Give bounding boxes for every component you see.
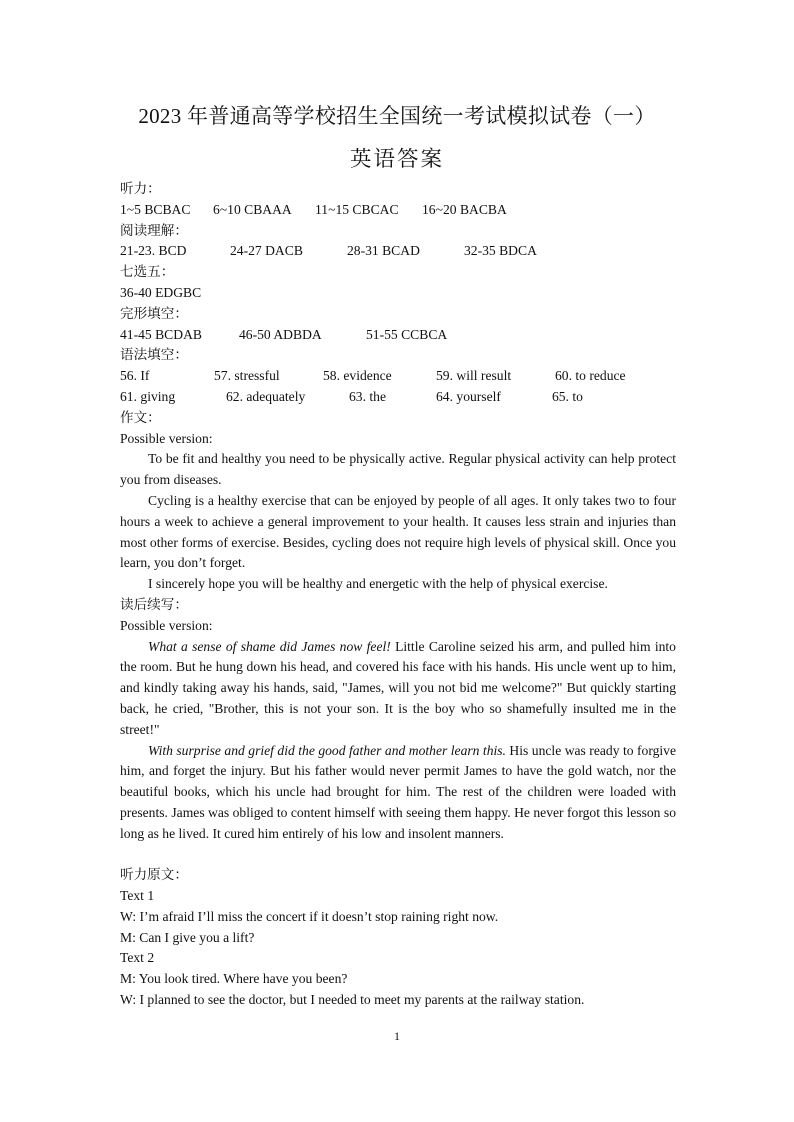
answer-group: 24-27 DACB <box>230 243 303 259</box>
writing-paragraph: Cycling is a healthy exercise that can be enjoyed by people of all ages. It only takes two to four hours a week to achieve a general improvement to your health. It causes less strain and injuries than most other forms of exercise. Besides, cycling does not require high levels of physical skill. Once you learn, you don’t forget. <box>120 492 676 571</box>
transcript-line: M: Can I give you a lift? <box>120 929 255 945</box>
answer-item: 61. giving <box>120 388 176 404</box>
cloze-answers <box>120 325 676 346</box>
answer-group: 41-45 BCDAB <box>120 326 202 342</box>
grammar-answers-row-2 <box>120 387 676 408</box>
listening-answers <box>120 200 676 221</box>
answer-content <box>120 179 676 1011</box>
answer-item: 60. to reduce <box>555 368 626 384</box>
answer-group: 46-50 ADBDA <box>239 326 322 342</box>
seven-choose-five-answers: 36-40 EDGBC <box>120 284 202 300</box>
continuation-heading: 读后续写： <box>120 596 188 612</box>
answer-item: 63. the <box>349 388 386 404</box>
reading-heading: 阅读理解： <box>120 222 188 238</box>
continuation-label: Possible version: <box>120 617 213 633</box>
transcript-line: W: I’m afraid I’ll miss the concert if it doesn’t stop raining right now. <box>120 908 499 924</box>
continuation-paragraph <box>120 741 676 845</box>
grammar-answers-row-1 <box>120 366 676 387</box>
reading-answers <box>120 241 676 262</box>
answer-item: 64. yourself <box>436 388 501 404</box>
writing-paragraph: To be fit and healthy you need to be physically active. Regular physical activity can help protect you from diseases. <box>120 451 676 488</box>
transcript-heading: 听力原文： <box>120 867 188 883</box>
writing-paragraph: I sincerely hope you will be healthy and energetic with the help of physical exercise. <box>148 576 608 592</box>
transcript-line: W: I planned to see the doctor, but I needed to meet my parents at the railway station. <box>120 992 585 1008</box>
cloze-heading: 完形填空： <box>120 305 188 321</box>
answer-item: 65. to <box>552 388 583 404</box>
answer-group: 11~15 CBCAC <box>315 201 399 217</box>
listening-heading: 听力： <box>120 181 161 196</box>
answer-group: 21-23. BCD <box>120 243 187 259</box>
writing-heading: 作文： <box>120 409 161 425</box>
paragraph-body: Little Caroline seized his arm, and pulled him into the room. But he hung down his head, and covered his face with his hands. His uncle went up to him, and kindly taking away his hands, said, "James, will you not bid me welcome?" But quickly starting back, he cried, "Brother, this is not your son. It is the boy who so shamefully insulted me in the street!" <box>120 638 676 737</box>
answer-item: 59. will result <box>436 368 512 384</box>
answer-group: 28-31 BCAD <box>347 243 420 259</box>
transcript-line: Text 2 <box>120 950 155 966</box>
grammar-heading: 语法填空： <box>120 347 188 363</box>
transcript-line: Text 1 <box>120 888 155 904</box>
answer-item: 62. adequately <box>226 388 306 404</box>
seven-choose-five-heading: 七选五： <box>120 264 175 280</box>
page-title: 2023 年普通高等学校招生全国统一考试模拟试卷（一） <box>138 104 656 128</box>
continuation-paragraph <box>120 637 676 741</box>
lead-sentence: What a sense of shame did James now feel! <box>148 638 391 654</box>
answer-group: 51-55 CCBCA <box>366 326 448 342</box>
answer-item: 56. If <box>120 368 150 384</box>
page-number: 1 <box>394 1029 400 1043</box>
answer-group: 6~10 CBAAA <box>213 201 292 217</box>
transcript-line: M: You look tired. Where have you been? <box>120 971 348 987</box>
answer-item: 58. evidence <box>323 368 392 384</box>
section-spacer <box>120 845 676 866</box>
answer-group: 1~5 BCBAC <box>120 201 191 217</box>
page-subtitle: 英语答案 <box>349 147 444 171</box>
paragraph-body: His uncle was ready to forgive him, and forget the injury. But his father would never permit James to have the gold watch, nor the beautiful books, which his uncle had brought for him. The rest of the children were loaded with presents. James was obliged to content himself with seeing them happy. He never forgot this lesson so long as he lived. It cured him entirely of his low and insolent manners. <box>120 742 676 841</box>
answer-item: 57. stressful <box>214 368 280 384</box>
lead-sentence: With surprise and grief did the good father and mother learn this. <box>148 742 506 758</box>
answer-group: 32-35 BDCA <box>464 243 537 259</box>
answer-group: 16~20 BACBA <box>422 201 507 217</box>
writing-label: Possible version: <box>120 430 213 446</box>
